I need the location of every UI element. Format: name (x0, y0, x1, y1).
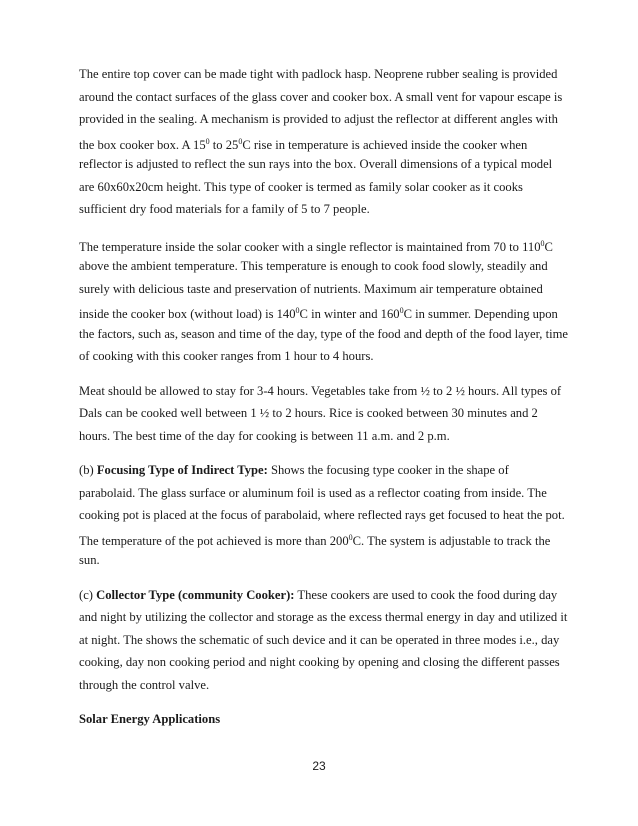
superscript: 0 (295, 306, 300, 315)
superscript: 0 (238, 136, 243, 146)
text-line (79, 131, 571, 154)
text-run: Meat should be allowed to stay for 3-4 hours. Vegetables take from ½ to 2 ½ hours. All types of (79, 383, 562, 398)
text-run: C in winter and 160 (299, 307, 400, 322)
page-body (79, 63, 571, 731)
text-line (79, 629, 571, 652)
text-line (79, 674, 571, 697)
text-line (79, 345, 571, 368)
text-run: are 60x60x20cm height. This type of cooker is termed as family solar cooker as it cooks (79, 179, 523, 194)
text-line (79, 482, 571, 505)
text-line (79, 153, 571, 176)
text-run: The entire top cover can be made tight with padlock hasp. Neoprene rubber sealing is provided (79, 67, 558, 81)
text-run: the factors, such as, season and time of the day, type of the food and depth of the food layer, time (79, 326, 568, 341)
text-run: C in summer. Depending upon (403, 307, 558, 322)
text-run: The temperature inside the solar cooker with a single reflector is maintained from 70 to 110 (79, 239, 541, 254)
text-line (79, 176, 571, 199)
paragraph (79, 459, 571, 572)
text-run: cooking, day non cooking period and night cooking by opening and closing the different passes (79, 655, 560, 669)
text-line (79, 233, 571, 256)
text-run: at night. The shows the schematic of such device and it can be operated in three modes i.e., day (79, 632, 560, 647)
text-line (79, 63, 571, 86)
text-run: around the contact surfaces of the glass cover and cooker box. A small vent for vapour escape is (79, 89, 563, 104)
superscript: 0 (399, 306, 404, 315)
text-line (79, 651, 571, 674)
text-run: The temperature of the pot achieved is more than 200 (79, 533, 349, 548)
text-run: C (544, 239, 553, 254)
text-run: the box cooker box. A 15 (79, 137, 206, 152)
superscript: 0 (540, 238, 545, 248)
text-line (79, 108, 571, 131)
paragraph (79, 233, 571, 368)
text-run: sun. (79, 553, 100, 567)
paragraph (79, 63, 571, 221)
text-run: parabolaid. The glass surface or aluminum foil is used as a reflector coating from inside. The (79, 485, 547, 500)
text-line (79, 549, 571, 572)
text-run: Dals can be cooked well between 1 ½ to 2 hours. Rice is cooked between 30 minutes and 2 (79, 406, 538, 420)
text-run: and night by utilizing the collector and storage as the excess thermal energy in day and utilized it (79, 610, 568, 624)
text-line (79, 380, 571, 403)
text-line (79, 504, 571, 527)
superscript: 0 (205, 136, 210, 146)
text-line (79, 425, 571, 448)
text-run: surely with delicious taste and preservation of nutrients. Maximum air temperature obtained (79, 281, 543, 296)
text-run: C rise in temperature is achieved inside the cooker when (242, 137, 528, 152)
paragraphs (79, 63, 571, 696)
text-run: of cooking with this cooker ranges from 1 hour to 4 hours. (79, 349, 374, 363)
text-run: (c) (79, 587, 97, 602)
text-run: cooking pot is placed at the focus of parabolaid, where reflected rays get focused to heat the pot. (79, 508, 565, 522)
text-line (79, 459, 571, 482)
text-run: inside the cooker box (without load) is 140 (79, 307, 296, 322)
text-line (79, 86, 571, 109)
text-run: hours. The best time of the day for cooking is between 11 a.m. and 2 p.m. (79, 428, 450, 443)
text-run: Shows the focusing type cooker in the shape of (267, 463, 509, 477)
text-line (79, 606, 571, 629)
text-line (79, 584, 571, 607)
text-run: above the ambient temperature. This temperature is enough to cook food slowly, steadily and (79, 259, 548, 273)
paragraph (79, 584, 571, 697)
text-line (79, 198, 571, 221)
text-line (79, 255, 571, 278)
page-number: 23 (312, 759, 326, 773)
section-heading: Solar Energy Applications (79, 712, 221, 726)
text-line (79, 300, 571, 323)
text-line (79, 527, 571, 550)
text-line (79, 278, 571, 301)
text-run: sufficient dry food materials for a family of 5 to 7 people. (79, 202, 370, 216)
superscript: 0 (348, 532, 353, 542)
text-run: These cookers are used to cook the food during day (294, 587, 558, 602)
paragraph (79, 380, 571, 448)
text-run: (b) (79, 463, 97, 477)
bold-run: Collector Type (community Cooker): (96, 587, 295, 602)
bold-run: Focusing Type of Indirect Type: (96, 463, 268, 477)
text-run: C. The system is adjustable to track the (352, 533, 551, 548)
text-run: reflector is adjusted to reflect the sun rays into the box. Overall dimensions of a typical model (79, 157, 553, 171)
text-line (79, 402, 571, 425)
text-run: to 25 (209, 137, 239, 152)
text-line (79, 323, 571, 346)
text-run: through the control valve. (79, 677, 210, 692)
text-run: provided in the sealing. A mechanism is provided to adjust the reflector at different angles with (79, 112, 558, 126)
